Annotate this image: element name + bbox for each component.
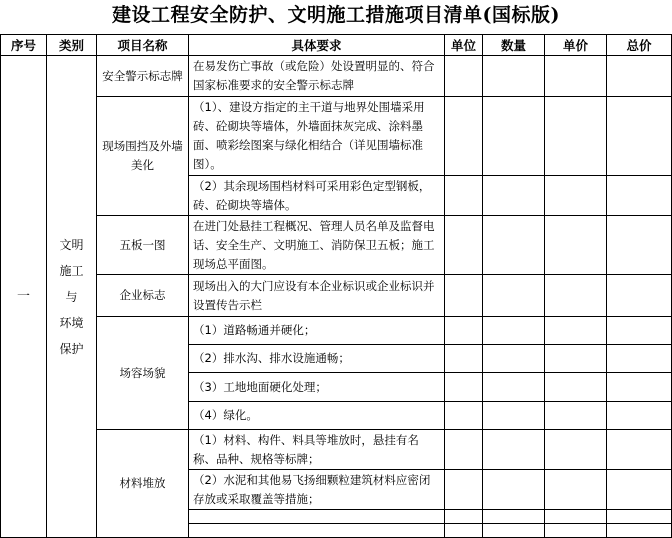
header-total-price: 总价 — [607, 35, 672, 56]
item-requirement: （2）其余现场围档材料可采用彩色定型钢板，砖、砼砌块等墙体。 — [189, 176, 445, 216]
quantity-cell — [483, 402, 545, 430]
item-requirement: （2）水泥和其他易飞扬细颗粒建筑材料应密闭存放或采取覆盖等措施； — [189, 470, 445, 510]
measures-table — [0, 34, 672, 538]
item-requirement — [189, 524, 445, 538]
quantity-cell — [483, 470, 545, 510]
header-category: 类别 — [47, 35, 97, 56]
quantity-cell — [483, 345, 545, 373]
item-name: 企业标志 — [97, 275, 189, 317]
total-price-cell — [607, 470, 672, 510]
total-price-cell — [607, 373, 672, 402]
unit-cell — [445, 402, 483, 430]
header-quantity: 数量 — [483, 35, 545, 56]
category-cell — [47, 56, 97, 538]
category-line: 保护 — [59, 341, 84, 356]
unit-cell — [445, 470, 483, 510]
unit-cell — [445, 56, 483, 97]
unit-price-cell — [545, 97, 607, 176]
unit-price-cell — [545, 275, 607, 317]
total-price-cell — [607, 56, 672, 97]
header-unit: 单位 — [445, 35, 483, 56]
total-price-cell — [607, 510, 672, 524]
unit-cell — [445, 524, 483, 538]
unit-price-cell — [545, 216, 607, 275]
unit-cell — [445, 510, 483, 524]
category-line: 文明 — [59, 237, 84, 252]
unit-cell — [445, 176, 483, 216]
table-row — [1, 317, 672, 345]
quantity-cell — [483, 317, 545, 345]
unit-price-cell — [545, 402, 607, 430]
header-row — [1, 35, 672, 56]
item-requirement: 现场出入的大门应设有本企业标识或企业标识并设置传告示栏 — [189, 275, 445, 317]
seq-cell: 一 — [1, 56, 47, 538]
item-name: 现场围挡及外墙美化 — [97, 97, 189, 216]
quantity-cell — [483, 524, 545, 538]
item-requirement: （4）绿化。 — [189, 402, 445, 430]
total-price-cell — [607, 402, 672, 430]
unit-cell — [445, 345, 483, 373]
unit-cell — [445, 275, 483, 317]
total-price-cell — [607, 97, 672, 176]
table-row — [1, 216, 672, 275]
quantity-cell — [483, 97, 545, 176]
unit-price-cell — [545, 524, 607, 538]
table-row — [1, 97, 672, 176]
unit-price-cell — [545, 56, 607, 97]
item-requirement: （3）工地地面硬化处理； — [189, 373, 445, 402]
item-requirement — [189, 510, 445, 524]
unit-price-cell — [545, 176, 607, 216]
unit-cell — [445, 373, 483, 402]
unit-price-cell — [545, 345, 607, 373]
unit-cell — [445, 430, 483, 470]
total-price-cell — [607, 430, 672, 470]
unit-price-cell — [545, 470, 607, 510]
total-price-cell — [607, 216, 672, 275]
item-name: 场容场貌 — [97, 317, 189, 430]
unit-cell — [445, 216, 483, 275]
item-name: 安全警示标志牌 — [97, 56, 189, 97]
quantity-cell — [483, 56, 545, 97]
item-name: 材料堆放 — [97, 430, 189, 538]
unit-price-cell — [545, 430, 607, 470]
document-title: 建设工程安全防护、文明施工措施项目清单(国标版) — [112, 4, 560, 26]
total-price-cell — [607, 176, 672, 216]
total-price-cell — [607, 345, 672, 373]
quantity-cell — [483, 216, 545, 275]
item-requirement: （1）材料、构件、料具等堆放时，悬挂有名称、品种、规格等标牌； — [189, 430, 445, 470]
table-row — [1, 275, 672, 317]
unit-price-cell — [545, 317, 607, 345]
header-seq: 序号 — [1, 35, 47, 56]
item-requirement: （1）道路畅通并硬化； — [189, 317, 445, 345]
table-row — [1, 56, 672, 97]
quantity-cell — [483, 176, 545, 216]
quantity-cell — [483, 430, 545, 470]
quantity-cell — [483, 373, 545, 402]
category-line: 与 — [65, 289, 78, 304]
item-name: 五板一图 — [97, 216, 189, 275]
header-requirements: 具体要求 — [189, 35, 445, 56]
category-line: 环境 — [59, 315, 84, 330]
item-requirement: （1）、建设方指定的主干道与地界处围墙采用砖、砼砌块等墙体，外墙面抹灰完成、涂料墨面、喷彩绘图案与绿化相结合（详见围墙标准图）。 — [189, 97, 445, 176]
unit-cell — [445, 317, 483, 345]
item-requirement: 在易发伤亡事故（或危险）处设置明显的、符合国家标准要求的安全警示标志牌 — [189, 56, 445, 97]
unit-price-cell — [545, 373, 607, 402]
total-price-cell — [607, 524, 672, 538]
total-price-cell — [607, 275, 672, 317]
category-line: 施工 — [59, 263, 84, 278]
quantity-cell — [483, 275, 545, 317]
item-requirement: （2）排水沟、排水设施通畅； — [189, 345, 445, 373]
table-row — [1, 430, 672, 470]
unit-cell — [445, 97, 483, 176]
item-requirement: 在进门处悬挂工程概况、管理人员名单及监督电话、安全生产、文明施工、消防保卫五板；施工现场总平面图。 — [189, 216, 445, 275]
unit-price-cell — [545, 510, 607, 524]
header-item-name: 项目名称 — [97, 35, 189, 56]
quantity-cell — [483, 510, 545, 524]
total-price-cell — [607, 317, 672, 345]
header-unit-price: 单价 — [545, 35, 607, 56]
